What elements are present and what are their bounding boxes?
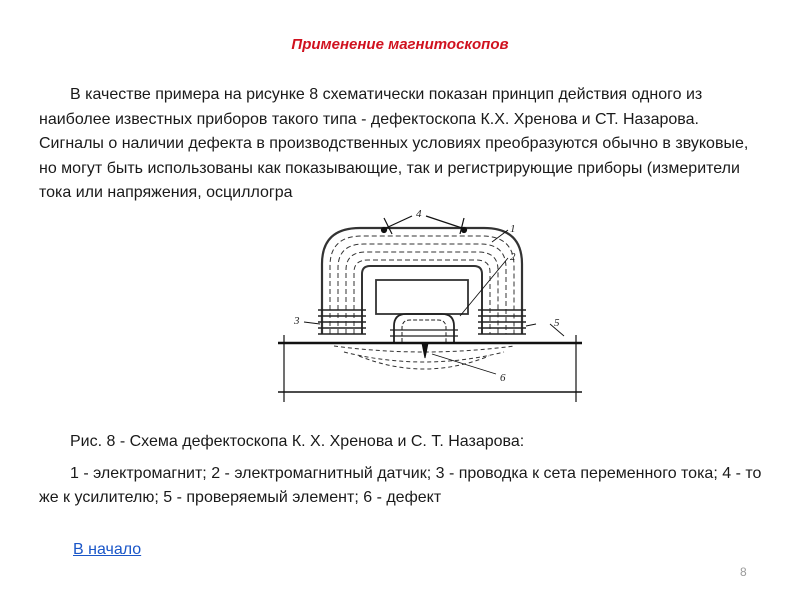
electromagnet-core xyxy=(322,228,522,334)
sensor xyxy=(390,314,458,342)
legend-text: 1 - электромагнит; 2 - электромагнитный датчик; 3 - проводка к сета переменного тока; 4 - то же к усилителю; 5 - проверяемый элемент; 6 - дефект xyxy=(39,465,762,506)
figure-legend xyxy=(39,462,769,510)
figure-caption xyxy=(39,430,761,454)
amplifier-wires xyxy=(382,216,467,234)
figure-label-2: 2 xyxy=(510,251,516,263)
figure-label-4: 4 xyxy=(416,208,422,220)
caption-text: Рис. 8 - Схема дефектоскопа К. Х. Хренова и С. Т. Назарова: xyxy=(70,433,525,450)
slide-title: Применение магнитоскопов xyxy=(291,36,509,53)
defectoscope-diagram xyxy=(264,206,594,402)
figure-label-6: 6 xyxy=(500,372,506,384)
figure-label-1: 1 xyxy=(510,223,516,235)
figure-label-3: 3 xyxy=(294,315,300,327)
figure-occluder xyxy=(264,206,354,226)
figure-label-5: 5 xyxy=(554,317,560,329)
body-paragraph xyxy=(39,83,761,206)
page-number: 8 xyxy=(740,565,747,579)
defect-mark xyxy=(422,343,428,358)
paragraph-text: В качестве примера на рисунке 8 схематически показан принцип действия одного из наиболее известных приборов такого типа - дефектоскопа К.Х. Хренова и СТ. Назарова. Сигналы о наличии дефекта в производственных условиях преобразуются обычно в звуковые, но могут быть использованы как показывающие, так и регистрирующие приборы (измерители тока или напряжения, осциллогра xyxy=(39,86,749,201)
back-to-start-link[interactable]: В начало xyxy=(73,541,142,558)
